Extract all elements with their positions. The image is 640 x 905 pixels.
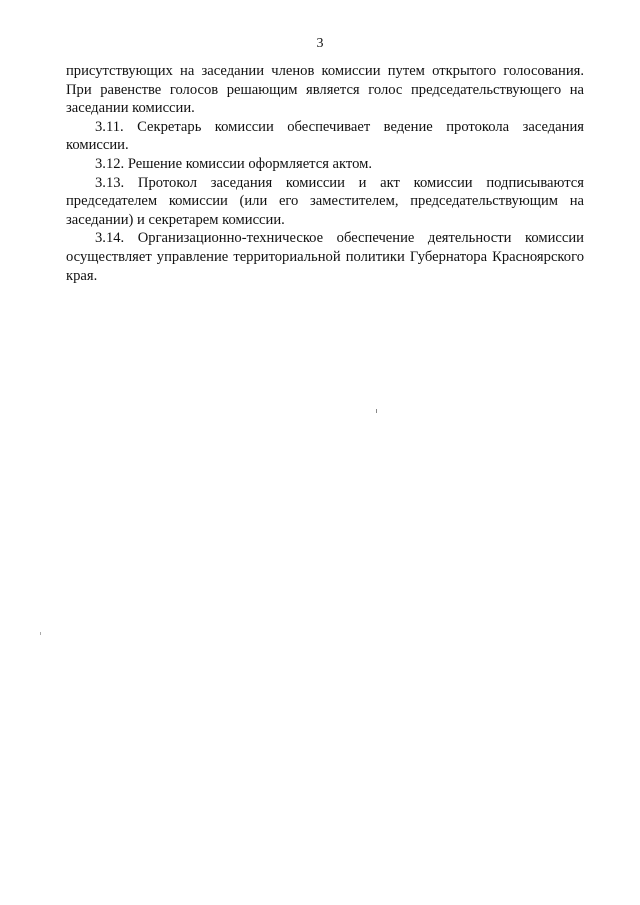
- scan-speck: [376, 409, 377, 413]
- page-number: 3: [316, 36, 324, 51]
- document-body: [66, 62, 584, 285]
- paragraph-3-14: 3.14. Организационно-техническое обеспечение деятельности комиссии осуществляет управление территориальной политики Губернатора Красноярского края.: [66, 230, 584, 284]
- paragraph-continuation: присутствующих на заседании членов комиссии путем открытого голосования. При равенстве голосов решающим является голос председательствующего на заседании комиссии.: [66, 63, 584, 117]
- paragraph-3-12: 3.12. Решение комиссии оформляется актом.: [95, 155, 373, 172]
- paragraph-3-11: 3.11. Секретарь комиссии обеспечивает ведение протокола заседания комиссии.: [66, 118, 584, 154]
- paragraph-3-13: 3.13. Протокол заседания комиссии и акт комиссии подписываются председателем комиссии (или его заместителем, председательствующим на заседании) и секретарем комиссии.: [66, 174, 584, 228]
- scan-speck: [40, 632, 41, 635]
